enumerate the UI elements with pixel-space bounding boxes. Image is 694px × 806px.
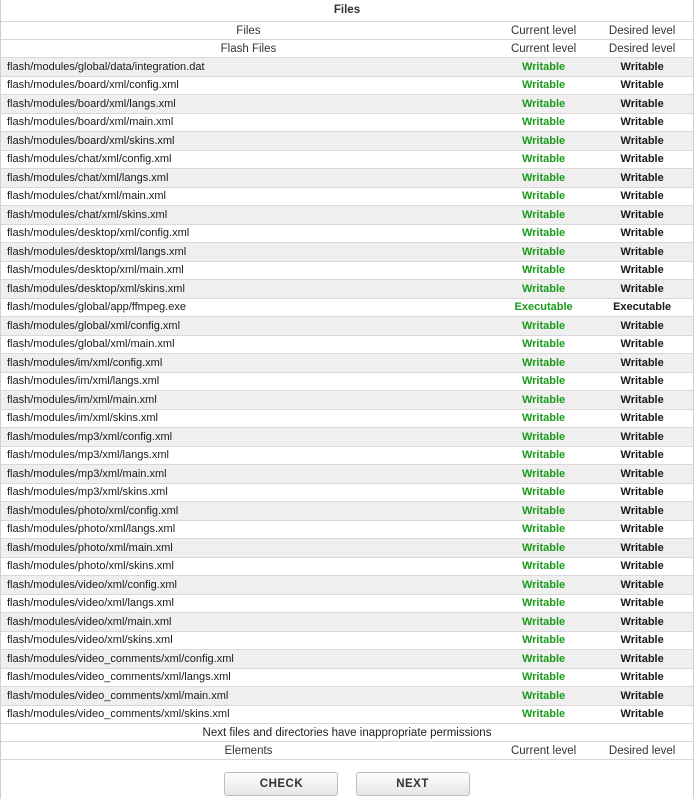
header-files: Files xyxy=(1,22,496,40)
table-row xyxy=(1,298,693,317)
table-row xyxy=(1,132,693,151)
current-level-value: Writable xyxy=(496,557,591,576)
current-level-value: Writable xyxy=(496,113,591,132)
table-row xyxy=(1,206,693,225)
inappropriate-permissions-note: Next files and directories have inappropriate permissions xyxy=(1,724,693,742)
subheader-current-level: Current level xyxy=(496,40,591,58)
desired-level-value: Writable xyxy=(591,317,693,336)
file-path: flash/modules/mp3/xml/skins.xml xyxy=(1,483,496,502)
table-header-row xyxy=(1,22,693,40)
desired-level-value: Writable xyxy=(591,132,693,151)
desired-level-value: Writable xyxy=(591,483,693,502)
file-path: flash/modules/im/xml/main.xml xyxy=(1,391,496,410)
table-row xyxy=(1,668,693,687)
file-path: flash/modules/desktop/xml/skins.xml xyxy=(1,280,496,299)
footer-current-level: Current level xyxy=(496,742,591,760)
current-level-value: Writable xyxy=(496,539,591,558)
desired-level-value: Writable xyxy=(591,150,693,169)
file-path: flash/modules/chat/xml/skins.xml xyxy=(1,206,496,225)
desired-level-value: Writable xyxy=(591,354,693,373)
desired-level-value: Writable xyxy=(591,668,693,687)
current-level-value: Writable xyxy=(496,150,591,169)
current-level-value: Writable xyxy=(496,502,591,521)
desired-level-value: Writable xyxy=(591,687,693,706)
current-level-value: Writable xyxy=(496,428,591,447)
file-path: flash/modules/chat/xml/config.xml xyxy=(1,150,496,169)
table-row xyxy=(1,502,693,521)
file-path: flash/modules/desktop/xml/langs.xml xyxy=(1,243,496,262)
table-row xyxy=(1,539,693,558)
table-row xyxy=(1,243,693,262)
file-path: flash/modules/mp3/xml/config.xml xyxy=(1,428,496,447)
file-path: flash/modules/video_comments/xml/main.xml xyxy=(1,687,496,706)
action-buttons xyxy=(1,760,693,806)
table-row xyxy=(1,317,693,336)
header-desired-level: Desired level xyxy=(591,22,693,40)
table-row xyxy=(1,483,693,502)
file-path: flash/modules/video_comments/xml/skins.xml xyxy=(1,705,496,724)
desired-level-value: Writable xyxy=(591,187,693,206)
current-level-value: Writable xyxy=(496,409,591,428)
file-path: flash/modules/board/xml/langs.xml xyxy=(1,95,496,114)
current-level-value: Writable xyxy=(496,317,591,336)
file-path: flash/modules/photo/xml/langs.xml xyxy=(1,520,496,539)
current-level-value: Writable xyxy=(496,446,591,465)
current-level-value: Writable xyxy=(496,631,591,650)
footer-desired-level: Desired level xyxy=(591,742,693,760)
desired-level-value: Writable xyxy=(591,613,693,632)
table-row xyxy=(1,594,693,613)
file-path: flash/modules/global/data/integration.dat xyxy=(1,58,496,77)
file-path: flash/modules/video/xml/main.xml xyxy=(1,613,496,632)
desired-level-value: Writable xyxy=(591,206,693,225)
table-row xyxy=(1,372,693,391)
current-level-value: Writable xyxy=(496,224,591,243)
current-level-value: Writable xyxy=(496,58,591,77)
desired-level-value: Writable xyxy=(591,465,693,484)
current-level-value: Writable xyxy=(496,280,591,299)
table-row xyxy=(1,557,693,576)
desired-level-value: Writable xyxy=(591,428,693,447)
current-level-value: Writable xyxy=(496,261,591,280)
file-path: flash/modules/video/xml/skins.xml xyxy=(1,631,496,650)
table-row xyxy=(1,631,693,650)
file-path: flash/modules/photo/xml/main.xml xyxy=(1,539,496,558)
current-level-value: Writable xyxy=(496,335,591,354)
subheader-flash-files: Flash Files xyxy=(1,40,496,58)
table-row xyxy=(1,465,693,484)
current-level-value: Writable xyxy=(496,650,591,669)
table-subheader-row xyxy=(1,40,693,58)
file-path: flash/modules/global/app/ffmpeg.exe xyxy=(1,298,496,317)
table-row xyxy=(1,76,693,95)
current-level-value: Writable xyxy=(496,95,591,114)
next-button[interactable]: NEXT xyxy=(356,772,470,796)
desired-level-value: Writable xyxy=(591,95,693,114)
file-path: flash/modules/video/xml/config.xml xyxy=(1,576,496,595)
permissions-table xyxy=(1,21,693,760)
desired-level-value: Writable xyxy=(591,335,693,354)
current-level-value: Writable xyxy=(496,354,591,373)
desired-level-value: Writable xyxy=(591,224,693,243)
table-row xyxy=(1,409,693,428)
table-row xyxy=(1,520,693,539)
file-path: flash/modules/chat/xml/langs.xml xyxy=(1,169,496,188)
file-path: flash/modules/video/xml/langs.xml xyxy=(1,594,496,613)
table-row xyxy=(1,354,693,373)
file-path: flash/modules/desktop/xml/main.xml xyxy=(1,261,496,280)
desired-level-value: Writable xyxy=(591,409,693,428)
desired-level-value: Writable xyxy=(591,650,693,669)
page-title: Files xyxy=(1,0,693,21)
desired-level-value: Executable xyxy=(591,298,693,317)
current-level-value: Writable xyxy=(496,483,591,502)
table-row xyxy=(1,280,693,299)
desired-level-value: Writable xyxy=(591,261,693,280)
inappropriate-permissions-note-row xyxy=(1,724,693,742)
file-path: flash/modules/chat/xml/main.xml xyxy=(1,187,496,206)
desired-level-value: Writable xyxy=(591,576,693,595)
current-level-value: Writable xyxy=(496,132,591,151)
desired-level-value: Writable xyxy=(591,594,693,613)
file-path: flash/modules/photo/xml/skins.xml xyxy=(1,557,496,576)
current-level-value: Writable xyxy=(496,187,591,206)
desired-level-value: Writable xyxy=(591,280,693,299)
desired-level-value: Writable xyxy=(591,113,693,132)
table-row xyxy=(1,705,693,724)
file-path: flash/modules/desktop/xml/config.xml xyxy=(1,224,496,243)
file-path: flash/modules/im/xml/langs.xml xyxy=(1,372,496,391)
file-path: flash/modules/mp3/xml/langs.xml xyxy=(1,446,496,465)
table-row xyxy=(1,150,693,169)
current-level-value: Writable xyxy=(496,243,591,262)
current-level-value: Writable xyxy=(496,206,591,225)
table-row xyxy=(1,261,693,280)
desired-level-value: Writable xyxy=(591,557,693,576)
footer-elements: Elements xyxy=(1,742,496,760)
current-level-value: Writable xyxy=(496,169,591,188)
table-row xyxy=(1,687,693,706)
table-row xyxy=(1,187,693,206)
desired-level-value: Writable xyxy=(591,520,693,539)
elements-header-row xyxy=(1,742,693,760)
current-level-value: Writable xyxy=(496,576,591,595)
desired-level-value: Writable xyxy=(591,76,693,95)
current-level-value: Executable xyxy=(496,298,591,317)
current-level-value: Writable xyxy=(496,705,591,724)
table-row xyxy=(1,113,693,132)
desired-level-value: Writable xyxy=(591,243,693,262)
desired-level-value: Writable xyxy=(591,446,693,465)
current-level-value: Writable xyxy=(496,520,591,539)
current-level-value: Writable xyxy=(496,668,591,687)
file-path: flash/modules/im/xml/skins.xml xyxy=(1,409,496,428)
desired-level-value: Writable xyxy=(591,502,693,521)
table-row xyxy=(1,613,693,632)
table-row xyxy=(1,224,693,243)
table-row xyxy=(1,650,693,669)
table-row xyxy=(1,95,693,114)
desired-level-value: Writable xyxy=(591,58,693,77)
file-path: flash/modules/board/xml/config.xml xyxy=(1,76,496,95)
table-row xyxy=(1,428,693,447)
current-level-value: Writable xyxy=(496,465,591,484)
current-level-value: Writable xyxy=(496,372,591,391)
current-level-value: Writable xyxy=(496,687,591,706)
subheader-desired-level: Desired level xyxy=(591,40,693,58)
file-path: flash/modules/video_comments/xml/langs.xml xyxy=(1,668,496,687)
current-level-value: Writable xyxy=(496,391,591,410)
file-path: flash/modules/global/xml/config.xml xyxy=(1,317,496,336)
file-path: flash/modules/board/xml/main.xml xyxy=(1,113,496,132)
table-row xyxy=(1,169,693,188)
desired-level-value: Writable xyxy=(591,539,693,558)
header-current-level: Current level xyxy=(496,22,591,40)
file-path: flash/modules/video_comments/xml/config.xml xyxy=(1,650,496,669)
current-level-value: Writable xyxy=(496,594,591,613)
current-level-value: Writable xyxy=(496,613,591,632)
file-path: flash/modules/photo/xml/config.xml xyxy=(1,502,496,521)
desired-level-value: Writable xyxy=(591,372,693,391)
table-row xyxy=(1,391,693,410)
desired-level-value: Writable xyxy=(591,631,693,650)
desired-level-value: Writable xyxy=(591,391,693,410)
table-body xyxy=(1,22,693,760)
table-row xyxy=(1,446,693,465)
desired-level-value: Writable xyxy=(591,705,693,724)
current-level-value: Writable xyxy=(496,76,591,95)
file-path: flash/modules/board/xml/skins.xml xyxy=(1,132,496,151)
file-path: flash/modules/global/xml/main.xml xyxy=(1,335,496,354)
file-path: flash/modules/mp3/xml/main.xml xyxy=(1,465,496,484)
table-row xyxy=(1,576,693,595)
check-button[interactable]: CHECK xyxy=(224,772,338,796)
desired-level-value: Writable xyxy=(591,169,693,188)
table-row xyxy=(1,58,693,77)
table-row xyxy=(1,335,693,354)
file-path: flash/modules/im/xml/config.xml xyxy=(1,354,496,373)
